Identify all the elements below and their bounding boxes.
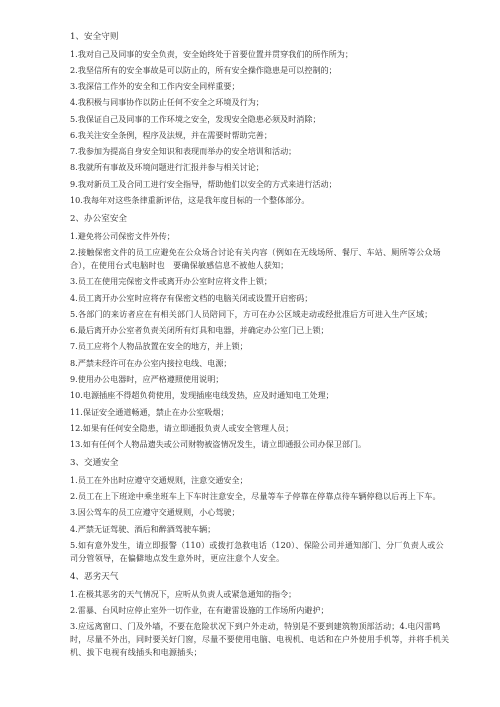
list-item: 2.我坚信所有的安全事故是可以防止的，所有安全操作隐患是可以控制的；: [70, 64, 337, 75]
list-item: 10.电源插座不得超负荷使用，发现插座电线发热，应及时通知电工处理；: [70, 390, 334, 401]
list-item: 3.员工在使用完保密文件或离开办公室时应将文件上锁；: [70, 276, 272, 287]
list-item: 2.雷暴、台风时应停止室外一切作业，在有避雷设施的工作场所内避护；: [70, 604, 329, 615]
section-heading: 2、办公室安全: [70, 214, 128, 225]
list-item: 8.我就所有事故及环境问题进行汇报并参与相关讨论；: [70, 162, 264, 173]
list-item: 6.最后离开办公室者负责关闭所有灯具和电器，并确定办公室门已上锁；: [70, 325, 329, 336]
list-item: 5.各部门的来访者应在有相关部门人员陪同下，方可在办公区域走动或经批准后方可进入生产区域；: [70, 308, 433, 319]
list-item: 3.我深信工作外的安全和工作内安全同样重要；: [70, 81, 240, 92]
list-item: 11.保证安全通道畅通，禁止在办公室吸烟；: [70, 406, 229, 417]
list-item: 9.我对新员工及合同工进行安全指导，帮助他们以安全的方式来进行活动；: [70, 178, 337, 189]
list-item: 4.严禁无证驾驶、酒后和醉酒驾驶车辆；: [70, 523, 216, 534]
section-traffic-safety: [70, 456, 450, 565]
document-page: [70, 30, 450, 664]
list-item: 6.我关注安全条例，程序及法规，并在需要时帮助完善；: [70, 129, 272, 140]
section-office-safety: [70, 212, 450, 451]
list-item: 9.使用办公电器时，应严格遵照使用说明；: [70, 373, 224, 384]
list-item: 2.员工在上下班途中乘坐班车上下车时注意安全，尽量等车子停靠在停靠点待车辆停稳以后再上下车。: [70, 490, 441, 501]
list-item: 4.我积极与同事协作以防止任何不安全之环境及行为；: [70, 97, 264, 108]
list-item: 2.接触保密文件的员工应避免在公众场合讨论有关内容（例如在无线场所、餐厅、车站、厕所等公众场合），在使用台式电脑时也 要确保敏感信息不被他人获知；: [70, 246, 441, 270]
list-item: 1.避免将公司保密文件外传；: [70, 230, 175, 241]
section-heading: 1、安全守则: [70, 32, 119, 42]
list-item: 7.我参加为提高自身安全知识和表现而举办的安全培训和活动；: [70, 146, 297, 157]
section-severe-weather: [70, 570, 450, 659]
list-item: 1.在极其恶劣的天气情况下，应听从负责人或紧急通知的指令；: [70, 588, 297, 599]
list-item: 4.员工离开办公室时应将存有保密文档的电脑关闭或设置开启密码；: [70, 292, 313, 303]
list-item: 7.员工应将个人物品放置在安全的地方，并上锁；: [70, 341, 248, 352]
section-safety-rules: [70, 30, 450, 207]
list-item: 12.如果有任何安全隐患，请立即通报负责人或安全管理人员；: [70, 422, 294, 433]
list-item: 3.应远离窗口、门及外墙，不要在危险状况下到户外走动，特别是不要到建筑物顶部活动；4.电闪雷鸣时，尽量不外出，同时要关好门窗，尽量不要使用电脑、电视机、电话和在户外使用手机等，并将手机关机、拔下电视有线插头和电源插头；: [70, 621, 450, 658]
list-item: 5.如有意外发生，请立即报警（110）或拨打急救电话（120）、保险公司并通知部门、分厂负责人或公司分管领导，在偏僻地点发生意外时，更应注意个人安全。: [70, 539, 444, 563]
section-heading: 3、交通安全: [70, 458, 119, 469]
list-item: 3.因公驾车的员工应遵守交通规则，小心驾驶；: [70, 507, 240, 518]
list-item: 1.我对自己及同事的安全负责，安全始终处于首要位置并贯穿我们的所作所为；: [70, 48, 353, 59]
section-heading: 4、恶劣天气: [70, 572, 119, 582]
list-item: 13.如有任何个人物品遗失或公司财物被盗情况发生，请立即通报公司办保卫部门。: [70, 439, 367, 450]
list-item: 10.我每年对这些条律重新评估，这是我年度目标的一个整体部分。: [70, 195, 310, 206]
list-item: 8.严禁未经许可在办公室内接拉电线、电源；: [70, 357, 232, 368]
list-item: 1.员工在外出时应遵守交通规则，注意交通安全；: [70, 474, 248, 485]
list-item: 5.我保证自己及同事的工作环境之安全，发现安全隐患必须及时消除；: [70, 113, 321, 124]
